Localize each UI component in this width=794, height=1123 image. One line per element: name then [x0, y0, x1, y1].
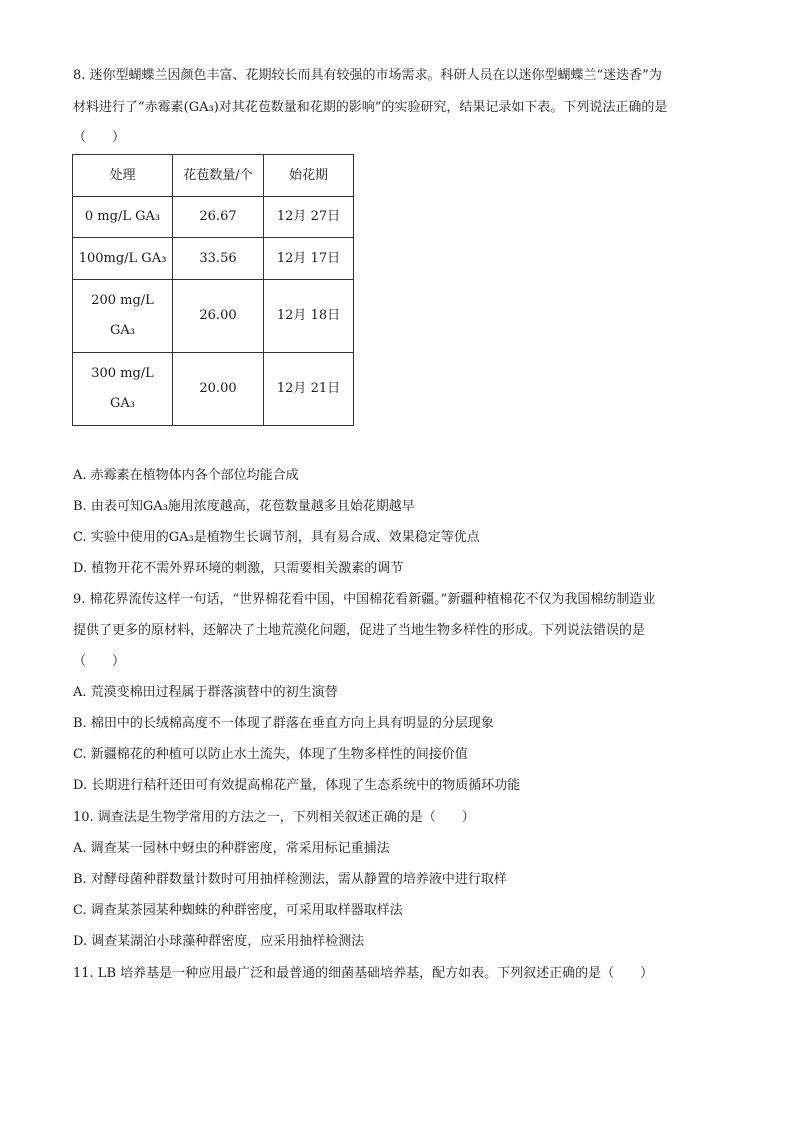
q9-option-a: A. 荒漠变棉田过程属于群落演替中的初生演替 [73, 685, 338, 700]
cell-first-flowering: 12月 17日 [264, 238, 354, 280]
cell-first-flowering: 12月 18日 [264, 280, 354, 353]
cell-treatment [73, 353, 173, 426]
treatment-dose: 300 mg/L [91, 366, 154, 381]
header-first-flowering: 始花期 [264, 155, 354, 197]
cell-treatment: 100mg/L GA₃ [73, 238, 173, 280]
cell-first-flowering: 12月 27日 [264, 197, 354, 238]
q9-stem-line-2: 提供了更多的原材料，还解决了土地荒漠化问题，促进了当地生物多样性的形成。下列说法错误的是 [73, 623, 646, 638]
treatment-dose: 200 mg/L [91, 293, 154, 308]
q9-option-d: D. 长期进行秸秆还田可有效提高棉花产量，体现了生态系统中的物质循环功能 [73, 778, 521, 793]
table-row [73, 197, 354, 238]
q8-stem-line-2: 材料进行了“赤霉素(GA₃)对其花苞数量和花期的影响”的实验研究，结果记录如下表。下列说法正确的是 [73, 100, 668, 115]
cell-first-flowering: 12月 21日 [264, 353, 354, 426]
q10-option-a: A. 调查某一园林中蚜虫的种群密度，常采用标记重捕法 [73, 841, 390, 856]
q11-stem: 11. LB 培养基是一种应用最广泛和最普通的细菌基础培养基，配方如表。下列叙述正确的是（ ） [73, 966, 654, 981]
q9-option-c: C. 新疆棉花的种植可以防止水土流失，体现了生物多样性的间接价值 [73, 747, 468, 762]
q9-answer-blank: （ ） [73, 654, 126, 669]
treatment-agent: GA₃ [110, 396, 135, 411]
q10-option-b: B. 对酵母菌种群数量计数时可用抽样检测法，需从静置的培养液中进行取样 [73, 872, 507, 887]
table-row [73, 238, 354, 280]
q8-option-b: B. 由表可知GA₃施用浓度越高，花苞数量越多且始花期越早 [73, 499, 415, 514]
q10-option-d: D. 调查某湖泊小球藻种群密度，应采用抽样检测法 [73, 934, 365, 949]
cell-bud-count: 33.56 [173, 238, 264, 280]
header-bud-count: 花苞数量/个 [173, 155, 264, 197]
q9-option-b: B. 棉田中的长绒棉高度不一体现了群落在垂直方向上具有明显的分层现象 [73, 716, 494, 731]
ga3-results-table [72, 154, 354, 426]
cell-bud-count: 20.00 [173, 353, 264, 426]
q8-option-d: D. 植物开花不需外界环境的刺激，只需要相关激素的调节 [73, 561, 404, 576]
cell-bud-count: 26.00 [173, 280, 264, 353]
cell-treatment [73, 280, 173, 353]
cell-bud-count: 26.67 [173, 197, 264, 238]
q8-stem-line-1: 8. 迷你型蝴蝶兰因颜色丰富、花期较长而具有较强的市场需求。科研人员在以迷你型蝴蝶兰“迷迭香”为 [73, 68, 662, 83]
q9-stem-line-1: 9. 棉花界流传这样一句话，“世界棉花看中国，中国棉花看新疆。”新疆种植棉花不仅为我国棉纺制造业 [73, 592, 656, 607]
q8-option-a: A. 赤霉素在植物体内各个部位均能合成 [73, 468, 299, 483]
treatment-agent: GA₃ [110, 323, 135, 338]
table-row [73, 280, 354, 353]
q8-option-c: C. 实验中使用的GA₃是植物生长调节剂，具有易合成、效果稳定等优点 [73, 530, 480, 545]
q8-answer-blank: （ ） [73, 130, 126, 145]
cell-treatment: 0 mg/L GA₃ [73, 197, 173, 238]
header-treatment: 处理 [73, 155, 173, 197]
table-header-row [73, 155, 354, 197]
q10-option-c: C. 调查某茶园某种蜘蛛的种群密度，可采用取样器取样法 [73, 903, 403, 918]
q10-stem: 10. 调查法是生物学常用的方法之一，下列相关叙述正确的是（ ） [73, 810, 475, 825]
table-row [73, 353, 354, 426]
